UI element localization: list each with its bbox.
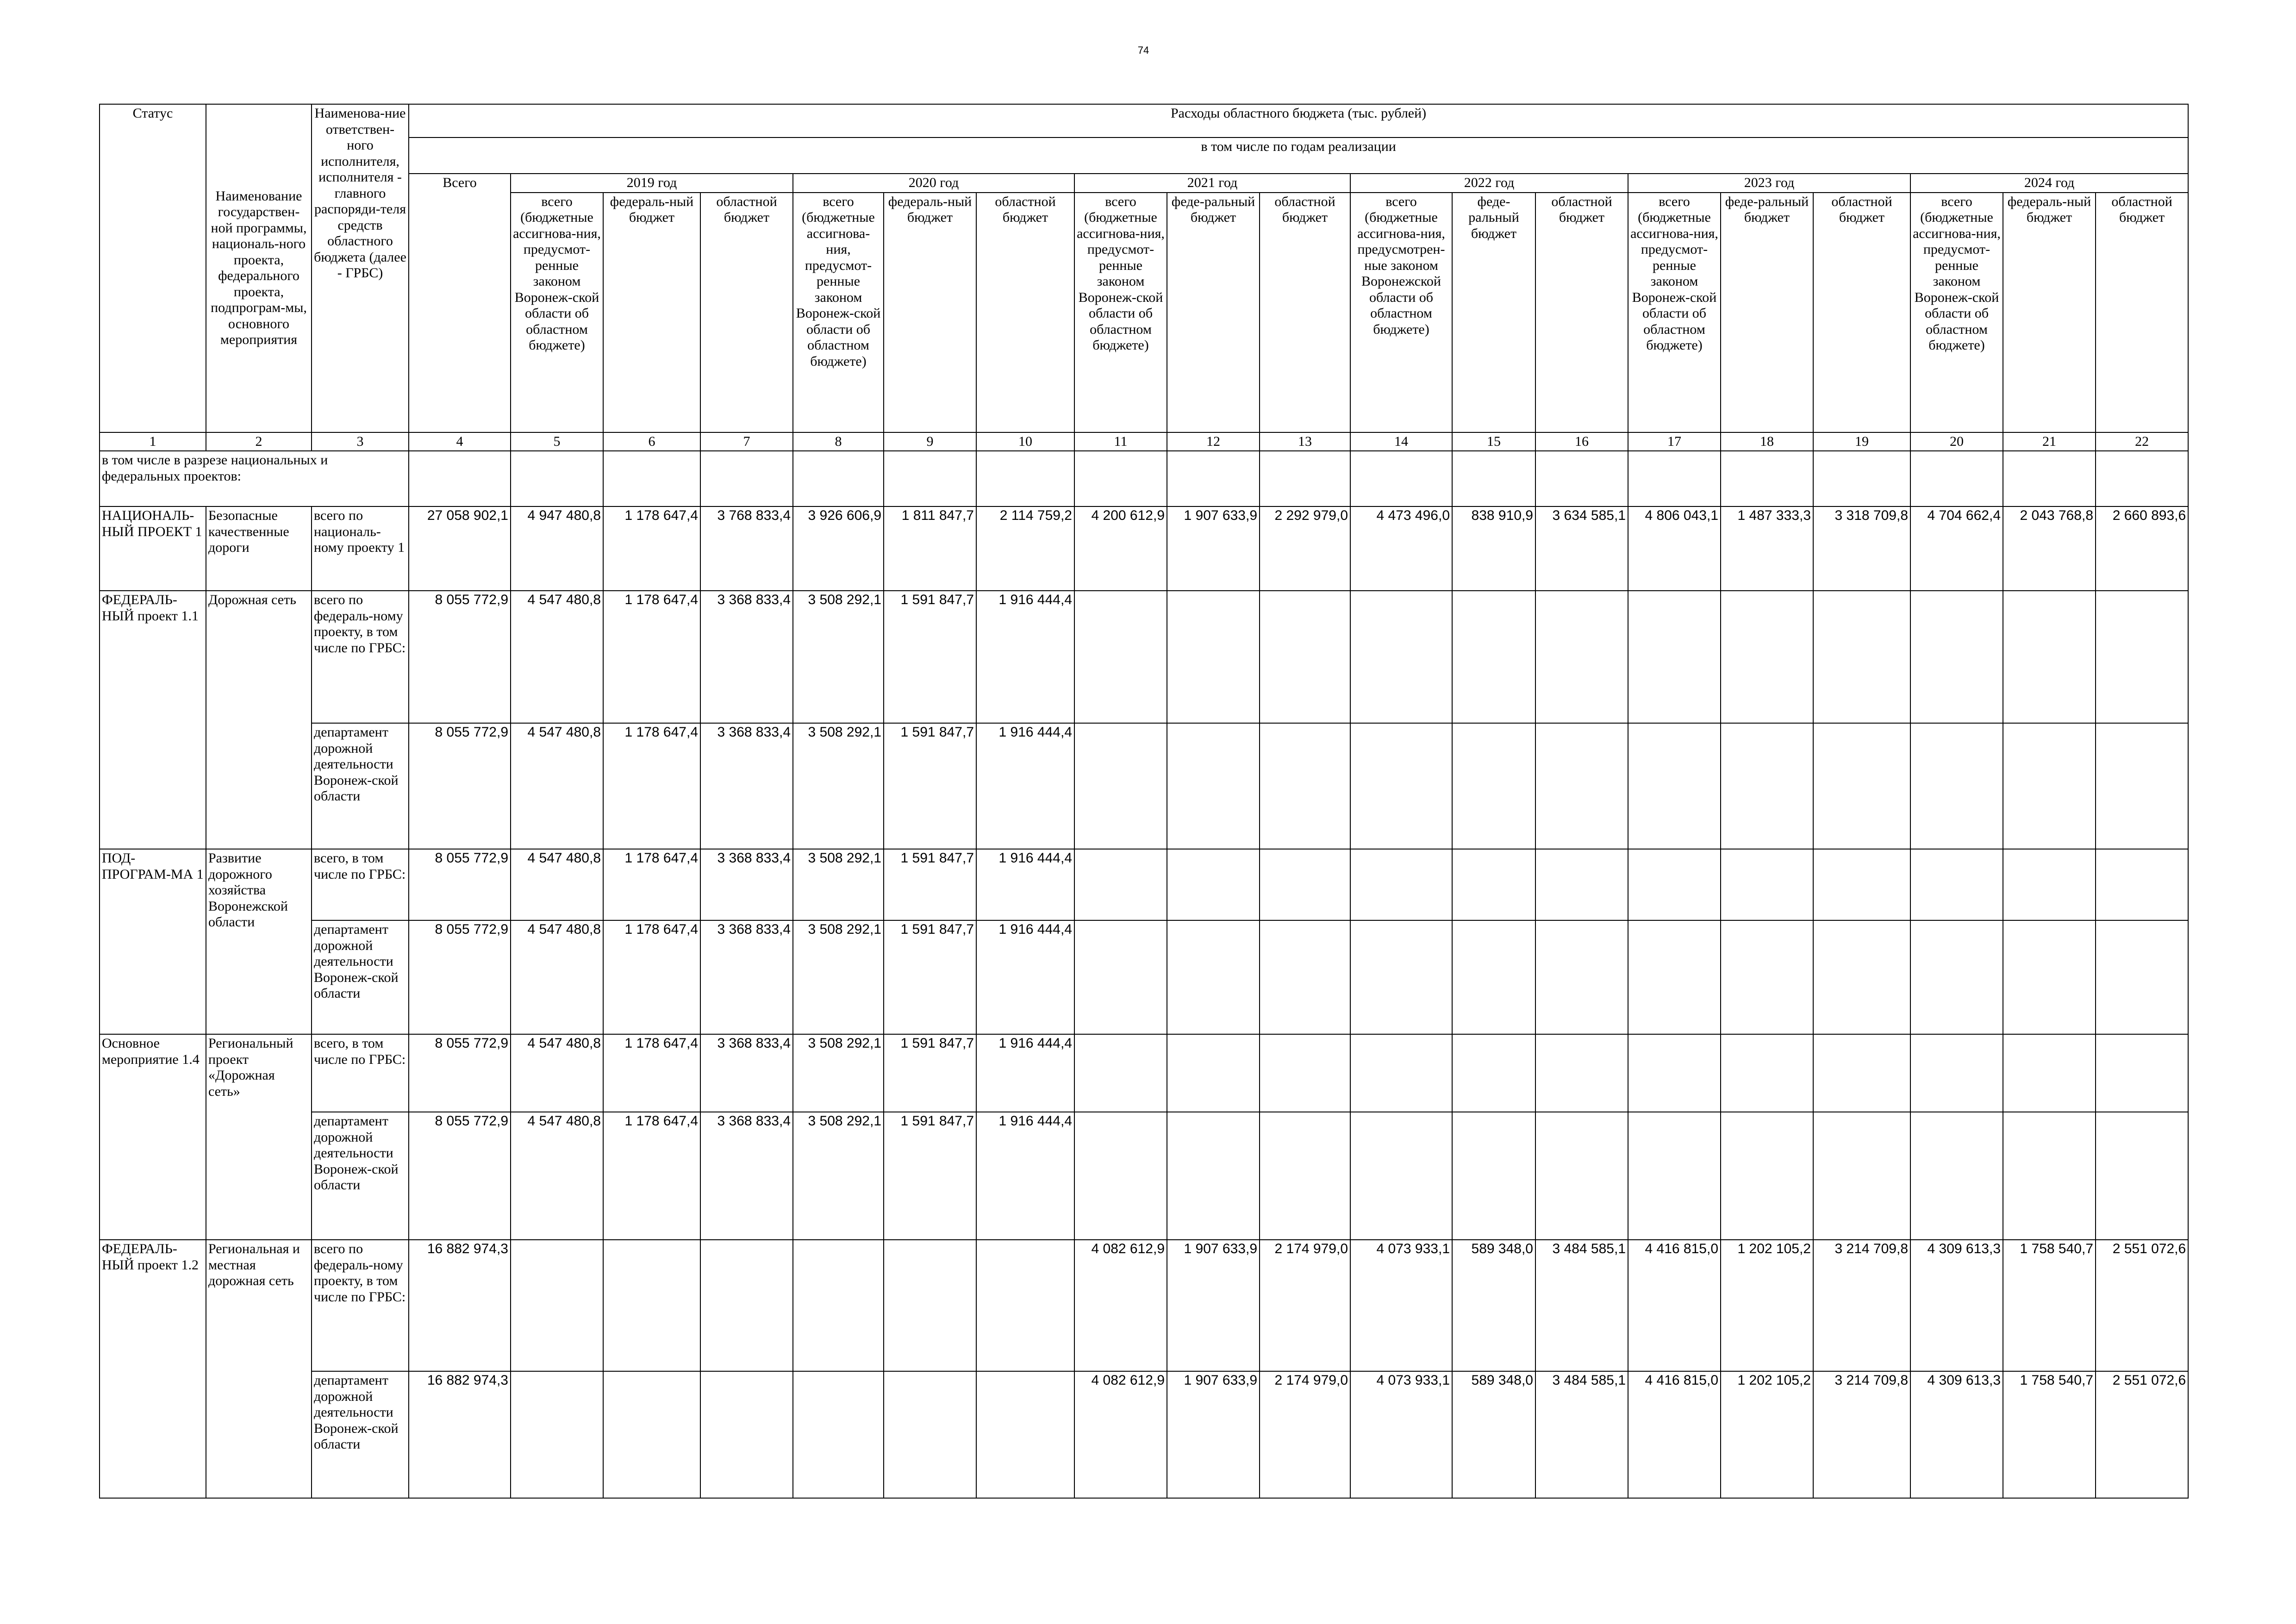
value-cell: 4 309 613,3 — [1910, 1240, 2003, 1371]
row-executor: всего по федераль-ному проекту, в том числе по ГРБС: — [312, 1240, 409, 1371]
row-executor: всего, в том числе по ГРБС: — [312, 1034, 409, 1112]
table-row — [100, 591, 2188, 723]
header-year-2021: 2021 год — [1074, 174, 1350, 193]
header-sub-federal: феде-ральный бюджет — [1167, 193, 1260, 432]
col-number: 22 — [2096, 432, 2188, 451]
row-executor: департамент дорожной деятельности Воронеж-ской области — [312, 1112, 409, 1240]
value-cell: 1 916 444,4 — [976, 920, 1074, 1034]
value-cell: 3 368 833,4 — [700, 920, 793, 1034]
header-year-2019: 2019 год — [511, 174, 793, 193]
row-executor: всего, в том числе по ГРБС: — [312, 849, 409, 920]
row-status: НАЦИОНАЛЬ-НЫЙ ПРОЕКТ 1 — [100, 506, 206, 591]
value-cell: 4 947 480,8 — [511, 506, 603, 591]
value-cell: 4 200 612,9 — [1074, 506, 1167, 591]
col-number: 17 — [1628, 432, 1721, 451]
col-number: 4 — [409, 432, 511, 451]
table-row — [100, 920, 2188, 1034]
row-status: ПОД-ПРОГРАМ-МА 1 — [100, 849, 206, 1034]
header-year-2023: 2023 год — [1628, 174, 1910, 193]
value-cell: 1 202 105,2 — [1721, 1371, 1813, 1498]
value-cell: 3 368 833,4 — [700, 723, 793, 849]
header-sub-federal: феде-ральный бюджет — [1721, 193, 1813, 432]
value-cell: 838 910,9 — [1452, 506, 1535, 591]
header-sub-regional: областной бюджет — [1813, 193, 1910, 432]
value-cell: 3 484 585,1 — [1535, 1371, 1628, 1498]
header-total: Всего — [409, 174, 511, 432]
value-cell: 8 055 772,9 — [409, 723, 511, 849]
header-sub-regional: областной бюджет — [2096, 193, 2188, 432]
col-number: 19 — [1813, 432, 1910, 451]
header-sub-regional: областной бюджет — [1535, 193, 1628, 432]
col-number: 8 — [793, 432, 884, 451]
value-cell: 8 055 772,9 — [409, 1112, 511, 1240]
value-cell: 1 916 444,4 — [976, 1112, 1074, 1240]
value-cell: 4 082 612,9 — [1074, 1371, 1167, 1498]
value-cell: 4 806 043,1 — [1628, 506, 1721, 591]
value-cell: 4 547 480,8 — [511, 591, 603, 723]
col-number: 11 — [1074, 432, 1167, 451]
value-cell: 3 508 292,1 — [793, 1034, 884, 1112]
header-sub-total: всего (бюджетные ассигнова-ния, предусмот-ренные законом Воронеж-ской области об областном бюджете) — [511, 193, 603, 432]
header-year-2024: 2024 год — [1910, 174, 2188, 193]
value-cell: 4 073 933,1 — [1350, 1240, 1452, 1371]
col-number: 6 — [603, 432, 700, 451]
value-cell: 1 916 444,4 — [976, 723, 1074, 849]
value-cell: 3 368 833,4 — [700, 849, 793, 920]
value-cell: 8 055 772,9 — [409, 591, 511, 723]
value-cell: 3 508 292,1 — [793, 1112, 884, 1240]
header-sub-total: всего (бюджетные ассигнова-ния, предусмот-ренные законом Воронеж-ской области об областном бюджете) — [1910, 193, 2003, 432]
table-row — [100, 849, 2188, 920]
value-cell: 1 178 647,4 — [603, 849, 700, 920]
value-cell: 589 348,0 — [1452, 1240, 1535, 1371]
value-cell: 1 907 633,9 — [1167, 1240, 1260, 1371]
value-cell: 8 055 772,9 — [409, 849, 511, 920]
value-cell: 8 055 772,9 — [409, 1034, 511, 1112]
value-cell: 1 916 444,4 — [976, 849, 1074, 920]
col-number: 9 — [884, 432, 976, 451]
value-cell: 1 178 647,4 — [603, 1034, 700, 1112]
col-number: 18 — [1721, 432, 1813, 451]
col-number: 14 — [1350, 432, 1452, 451]
value-cell: 3 508 292,1 — [793, 849, 884, 920]
value-cell: 2 174 979,0 — [1260, 1371, 1350, 1498]
header-sub-regional: областной бюджет — [700, 193, 793, 432]
row-status: ФЕДЕРАЛЬ-НЫЙ проект 1.2 — [100, 1240, 206, 1498]
table-row — [100, 1034, 2188, 1112]
value-cell: 4 473 496,0 — [1350, 506, 1452, 591]
value-cell: 3 508 292,1 — [793, 920, 884, 1034]
page-number: 74 — [1137, 44, 1149, 56]
row-executor: всего по федераль-ному проекту, в том числе по ГРБС: — [312, 591, 409, 723]
table-row — [100, 1371, 2188, 1498]
table-row — [100, 723, 2188, 849]
col-number: 2 — [206, 432, 312, 451]
value-cell: 1 178 647,4 — [603, 920, 700, 1034]
value-cell: 4 547 480,8 — [511, 1112, 603, 1240]
table-row — [100, 506, 2188, 591]
value-cell: 2 114 759,2 — [976, 506, 1074, 591]
value-cell: 4 416 815,0 — [1628, 1240, 1721, 1371]
value-cell: 27 058 902,1 — [409, 506, 511, 591]
value-cell: 1 487 333,3 — [1721, 506, 1813, 591]
value-cell: 1 907 633,9 — [1167, 506, 1260, 591]
value-cell: 4 309 613,3 — [1910, 1371, 2003, 1498]
budget-table — [99, 104, 2189, 1499]
value-cell: 1 178 647,4 — [603, 1112, 700, 1240]
value-cell: 16 882 974,3 — [409, 1371, 511, 1498]
header-program-name: Наименование государствен-ной программы, националь-ного проекта, федерального проекта, подпрограм-мы, основного мероприятия — [206, 104, 312, 432]
value-cell: 2 551 072,6 — [2096, 1240, 2188, 1371]
table-row — [100, 451, 2188, 506]
value-cell: 3 508 292,1 — [793, 591, 884, 723]
value-cell: 1 178 647,4 — [603, 591, 700, 723]
value-cell: 1 178 647,4 — [603, 506, 700, 591]
col-number: 5 — [511, 432, 603, 451]
value-cell: 4 416 815,0 — [1628, 1371, 1721, 1498]
row-name: Развитие дорожного хозяйства Воронежской области — [206, 849, 312, 1034]
value-cell: 3 368 833,4 — [700, 1112, 793, 1240]
header-sub-federal: федераль-ный бюджет — [2003, 193, 2096, 432]
row-name: Региональный проект «Дорожная сеть» — [206, 1034, 312, 1240]
value-cell: 4 547 480,8 — [511, 920, 603, 1034]
value-cell: 1 591 847,7 — [884, 849, 976, 920]
value-cell: 1 916 444,4 — [976, 591, 1074, 723]
header-sub-total: всего (бюджетные ассигнова-ния, предусмот-ренные законом Воронеж-ской области об областном бюджете) — [793, 193, 884, 432]
row-status: Основное мероприятие 1.4 — [100, 1034, 206, 1240]
header-status: Статус — [100, 104, 206, 432]
col-number: 12 — [1167, 432, 1260, 451]
col-number: 16 — [1535, 432, 1628, 451]
header-expenses-title: Расходы областного бюджета (тыс. рублей) — [409, 104, 2188, 137]
value-cell: 3 484 585,1 — [1535, 1240, 1628, 1371]
value-cell: 3 214 709,8 — [1813, 1371, 1910, 1498]
header-sub-total: всего (бюджетные ассигнова-ния, предусмот-ренные законом Воронеж-ской области об областном бюджете) — [1074, 193, 1167, 432]
value-cell: 1 202 105,2 — [1721, 1240, 1813, 1371]
header-executor: Наименова-ние ответствен-ного исполнителя, исполнителя - главного распоряди-теля средств областного бюджета (далее - ГРБС) — [312, 104, 409, 432]
value-cell: 1 916 444,4 — [976, 1034, 1074, 1112]
value-cell: 2 551 072,6 — [2096, 1371, 2188, 1498]
value-cell: 4 547 480,8 — [511, 1034, 603, 1112]
value-cell: 2 043 768,8 — [2003, 506, 2096, 591]
col-number: 13 — [1260, 432, 1350, 451]
table-row — [100, 1112, 2188, 1240]
header-sub-total: всего (бюджетные ассигнова-ния, предусмот-ренные законом Воронеж-ской области об областном бюджете) — [1628, 193, 1721, 432]
row-status: ФЕДЕРАЛЬ-НЫЙ проект 1.1 — [100, 591, 206, 849]
col-number: 7 — [700, 432, 793, 451]
value-cell: 1 758 540,7 — [2003, 1240, 2096, 1371]
row-executor: департамент дорожной деятельности Воронеж-ской области — [312, 1371, 409, 1498]
row-executor: департамент дорожной деятельности Воронеж-ской области — [312, 723, 409, 849]
row-name: Дорожная сеть — [206, 591, 312, 849]
col-number: 21 — [2003, 432, 2096, 451]
value-cell: 3 318 709,8 — [1813, 506, 1910, 591]
table-row — [100, 1240, 2188, 1371]
value-cell: 1 907 633,9 — [1167, 1371, 1260, 1498]
value-cell: 589 348,0 — [1452, 1371, 1535, 1498]
header-by-years: в том числе по годам реализации — [409, 137, 2188, 174]
value-cell: 1 811 847,7 — [884, 506, 976, 591]
value-cell: 4 082 612,9 — [1074, 1240, 1167, 1371]
header-sub-federal: федераль-ный бюджет — [884, 193, 976, 432]
value-cell: 3 508 292,1 — [793, 723, 884, 849]
value-cell: 4 547 480,8 — [511, 723, 603, 849]
value-cell: 1 591 847,7 — [884, 920, 976, 1034]
value-cell: 3 214 709,8 — [1813, 1240, 1910, 1371]
value-cell: 4 704 662,4 — [1910, 506, 2003, 591]
header-sub-regional: областной бюджет — [1260, 193, 1350, 432]
row-executor: департамент дорожной деятельности Воронеж-ской области — [312, 920, 409, 1034]
col-number: 10 — [976, 432, 1074, 451]
value-cell: 1 591 847,7 — [884, 723, 976, 849]
row-name: Безопасные качественные дороги — [206, 506, 312, 591]
col-number: 3 — [312, 432, 409, 451]
value-cell: 1 591 847,7 — [884, 1112, 976, 1240]
column-numbers-row — [100, 432, 2188, 451]
value-cell: 1 758 540,7 — [2003, 1371, 2096, 1498]
col-number: 15 — [1452, 432, 1535, 451]
header-sub-total: всего (бюджетные ассигнова-ния, предусмотрен-ные законом Воронежской области об областном бюджете) — [1350, 193, 1452, 432]
value-cell: 4 073 933,1 — [1350, 1371, 1452, 1498]
value-cell: 3 768 833,4 — [700, 506, 793, 591]
header-sub-federal: федераль-ный бюджет — [603, 193, 700, 432]
header-sub-federal: феде-ральный бюджет — [1452, 193, 1535, 432]
header-sub-regional: областной бюджет — [976, 193, 1074, 432]
value-cell: 1 591 847,7 — [884, 1034, 976, 1112]
value-cell: 2 660 893,6 — [2096, 506, 2188, 591]
value-cell: 2 174 979,0 — [1260, 1240, 1350, 1371]
intro-text: в том числе в разрезе национальных и федеральных проектов: — [100, 451, 409, 506]
value-cell: 4 547 480,8 — [511, 849, 603, 920]
row-name: Региональная и местная дорожная сеть — [206, 1240, 312, 1498]
value-cell: 3 926 606,9 — [793, 506, 884, 591]
value-cell: 8 055 772,9 — [409, 920, 511, 1034]
col-number: 1 — [100, 432, 206, 451]
value-cell: 3 368 833,4 — [700, 591, 793, 723]
col-number: 20 — [1910, 432, 2003, 451]
header-year-2022: 2022 год — [1350, 174, 1628, 193]
value-cell: 16 882 974,3 — [409, 1240, 511, 1371]
row-executor: всего по националь-ному проекту 1 — [312, 506, 409, 591]
value-cell: 1 178 647,4 — [603, 723, 700, 849]
value-cell: 3 634 585,1 — [1535, 506, 1628, 591]
value-cell: 2 292 979,0 — [1260, 506, 1350, 591]
header-year-2020: 2020 год — [793, 174, 1074, 193]
value-cell: 1 591 847,7 — [884, 591, 976, 723]
value-cell: 3 368 833,4 — [700, 1034, 793, 1112]
